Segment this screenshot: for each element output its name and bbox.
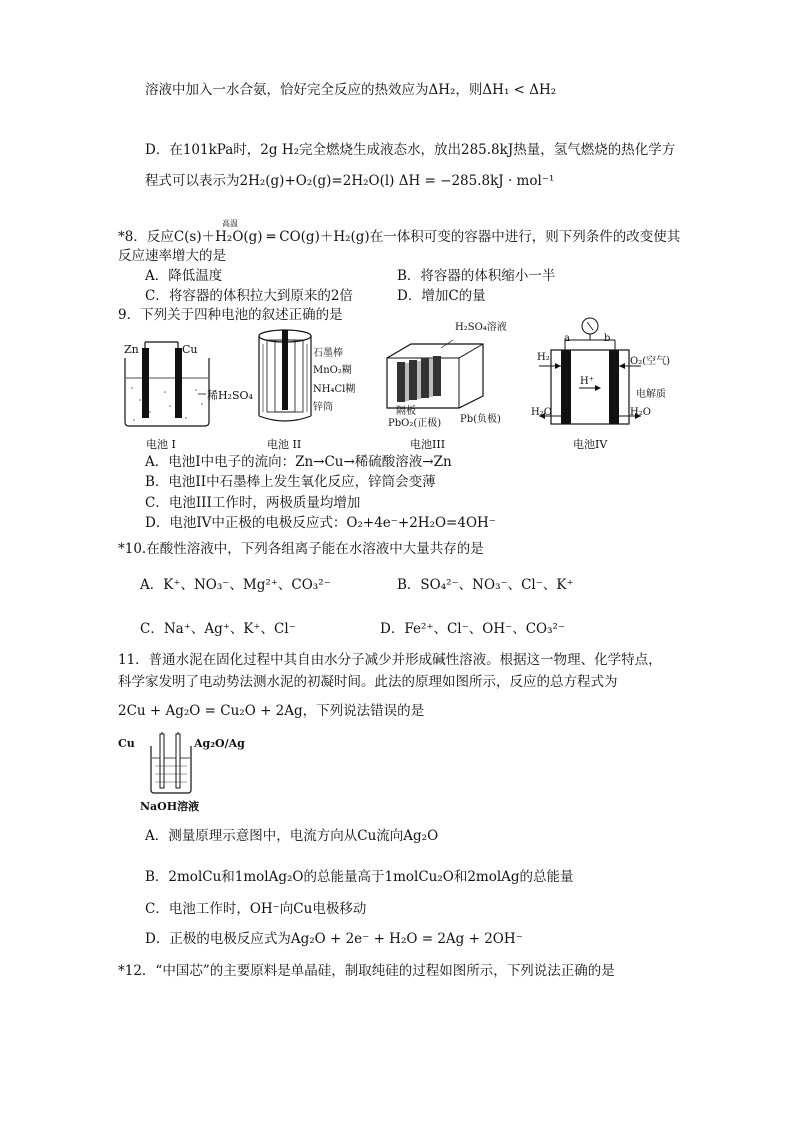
battery-2-nh4cl-label: NH₄Cl糊 xyxy=(313,384,356,395)
battery-4-h2-label: H₂ xyxy=(537,352,550,363)
line-q7c-cont: 溶液中加入一水合氨，恰好完全反应的热效应为ΔH₂，则ΔH₁ < ΔH₂ xyxy=(145,82,557,98)
line-q11-equation: 2Cu + Ag₂O = Cu₂O + 2Ag，下列说法错误的是 xyxy=(118,703,425,719)
battery-4-h2o-right-label: H₂O xyxy=(630,407,651,418)
q9-option-d: D．电池IV中正极的电极反应式：O₂+4e⁻+2H₂O=4OH⁻ xyxy=(145,515,496,531)
q11-option-c: C．电池工作时，OH⁻向Cu电极移动 xyxy=(145,901,367,917)
line-q11-stem: 11．普通水泥在固化过程中其自由水分子减少并形成碱性溶液。根据这一物理、化学特点， xyxy=(118,652,662,668)
battery-4-electrolyte-label: 电解质 xyxy=(636,389,666,400)
cell-ag2o-label: Ag₂O/Ag xyxy=(194,737,245,750)
line-q11-stem-cont: 科学家发明了电动势法测水泥的初凝时间。此法的原理如图所示，反应的总方程式为 xyxy=(118,674,618,690)
q10-option-a: A．K⁺、NO₃⁻、Mg²⁺、CO₃²⁻ xyxy=(140,577,331,593)
battery-3-separator-label: 隔板 xyxy=(396,406,416,417)
line-q8-stem: *8．反应C(s)＋H₂O(g) ═ CO(g)＋H₂(g)在一体积可变的容器中进行，则下列条件的改变使其 xyxy=(118,229,681,245)
cell-naoh-label: NaOH溶液 xyxy=(140,800,200,813)
q9-option-c: C．电池III工作时，两极质量均增加 xyxy=(145,495,361,511)
battery-4-hplus-label: H⁺ xyxy=(580,376,594,387)
battery-2-graphite-label: 石墨棒 xyxy=(313,348,343,359)
battery-2-mno2-label: MnO₂糊 xyxy=(313,365,352,376)
battery-3-pbo2-label: PbO₂(正极) xyxy=(388,418,442,429)
line-q10-stem: *10.在酸性溶液中，下列各组离子能在水溶液中大量共存的是 xyxy=(118,541,484,557)
battery-4-h2o-left-label: H₂O xyxy=(531,407,552,418)
line-q7-option-d: D．在101kPa时，2g H₂完全燃烧生成液态水，放出285.8kJ热量，氢气燃烧的热化学方 xyxy=(145,142,676,158)
battery-4-a-label: a xyxy=(564,333,570,344)
line-q7-option-d-equation: 程式可以表示为2H₂(g)+O₂(g)=2H₂O(l) ΔH = −285.8kJ · mol⁻¹ xyxy=(145,173,555,189)
battery-2-zinc-label: 锌筒 xyxy=(313,402,333,413)
q9-option-a: A．电池I中电子的流向：Zn→Cu→稀硫酸溶液→Zn xyxy=(145,454,452,470)
battery-4-caption: 电池IV xyxy=(573,438,608,451)
q10-option-c: C．Na⁺、Ag⁺、K⁺、Cl⁻ xyxy=(140,621,296,637)
battery-2-caption: 电池 II xyxy=(267,438,302,451)
reaction-condition: 高温 xyxy=(222,219,238,228)
battery-2-figure xyxy=(255,328,315,428)
battery-4-o2-label: O₂(空气) xyxy=(630,356,671,367)
q8-option-a: A．降低温度 xyxy=(145,268,223,284)
line-q9-stem: 9．下列关于四种电池的叙述正确的是 xyxy=(118,307,343,323)
q10-option-d: D．Fe²⁺、Cl⁻、OH⁻、CO₃²⁻ xyxy=(380,621,566,637)
battery-3-pb-label: Pb(负极) xyxy=(460,414,501,425)
q8-option-d: D．增加C的量 xyxy=(397,288,486,304)
q11-option-a: A．测量原理示意图中，电流方向从Cu流向Ag₂O xyxy=(145,828,439,844)
cu-ag2o-cell-figure xyxy=(148,732,194,796)
q11-option-b: B．2molCu和1molAg₂O的总能量高于1molCu₂O和2molAg的总能量 xyxy=(145,869,574,885)
battery-1-cu-label: Cu xyxy=(182,343,198,356)
cell-cu-label: Cu xyxy=(118,737,135,750)
battery-3-caption: 电池III xyxy=(410,438,446,451)
battery-1-acid-label: 稀H₂SO₄ xyxy=(207,389,253,402)
battery-4-b-label: b xyxy=(604,333,611,344)
battery-3-figure xyxy=(383,330,493,410)
line-q12-stem: *12．“中国芯”的主要原料是单晶硅，制取纯硅的过程如图所示，下列说法正确的是 xyxy=(118,963,615,979)
q11-option-d: D．正极的电极反应式为Ag₂O + 2e⁻ + H₂O = 2Ag + 2OH⁻ xyxy=(145,931,523,947)
line-q8-stem-cont: 反应速率增大的是 xyxy=(118,248,226,264)
battery-1-zn-label: Zn xyxy=(124,343,139,356)
q10-option-b: B．SO₄²⁻、NO₃⁻、Cl⁻、K⁺ xyxy=(397,577,574,593)
battery-1-caption: 电池 I xyxy=(146,438,176,451)
q9-option-b: B．电池II中石墨棒上发生氧化反应，锌筒会变薄 xyxy=(145,474,436,490)
q8-option-c: C．将容器的体积拉大到原来的2倍 xyxy=(145,288,353,304)
q8-option-b: B．将容器的体积缩小一半 xyxy=(397,268,556,284)
battery-3-h2so4-label: H₂SO₄溶液 xyxy=(455,322,507,333)
